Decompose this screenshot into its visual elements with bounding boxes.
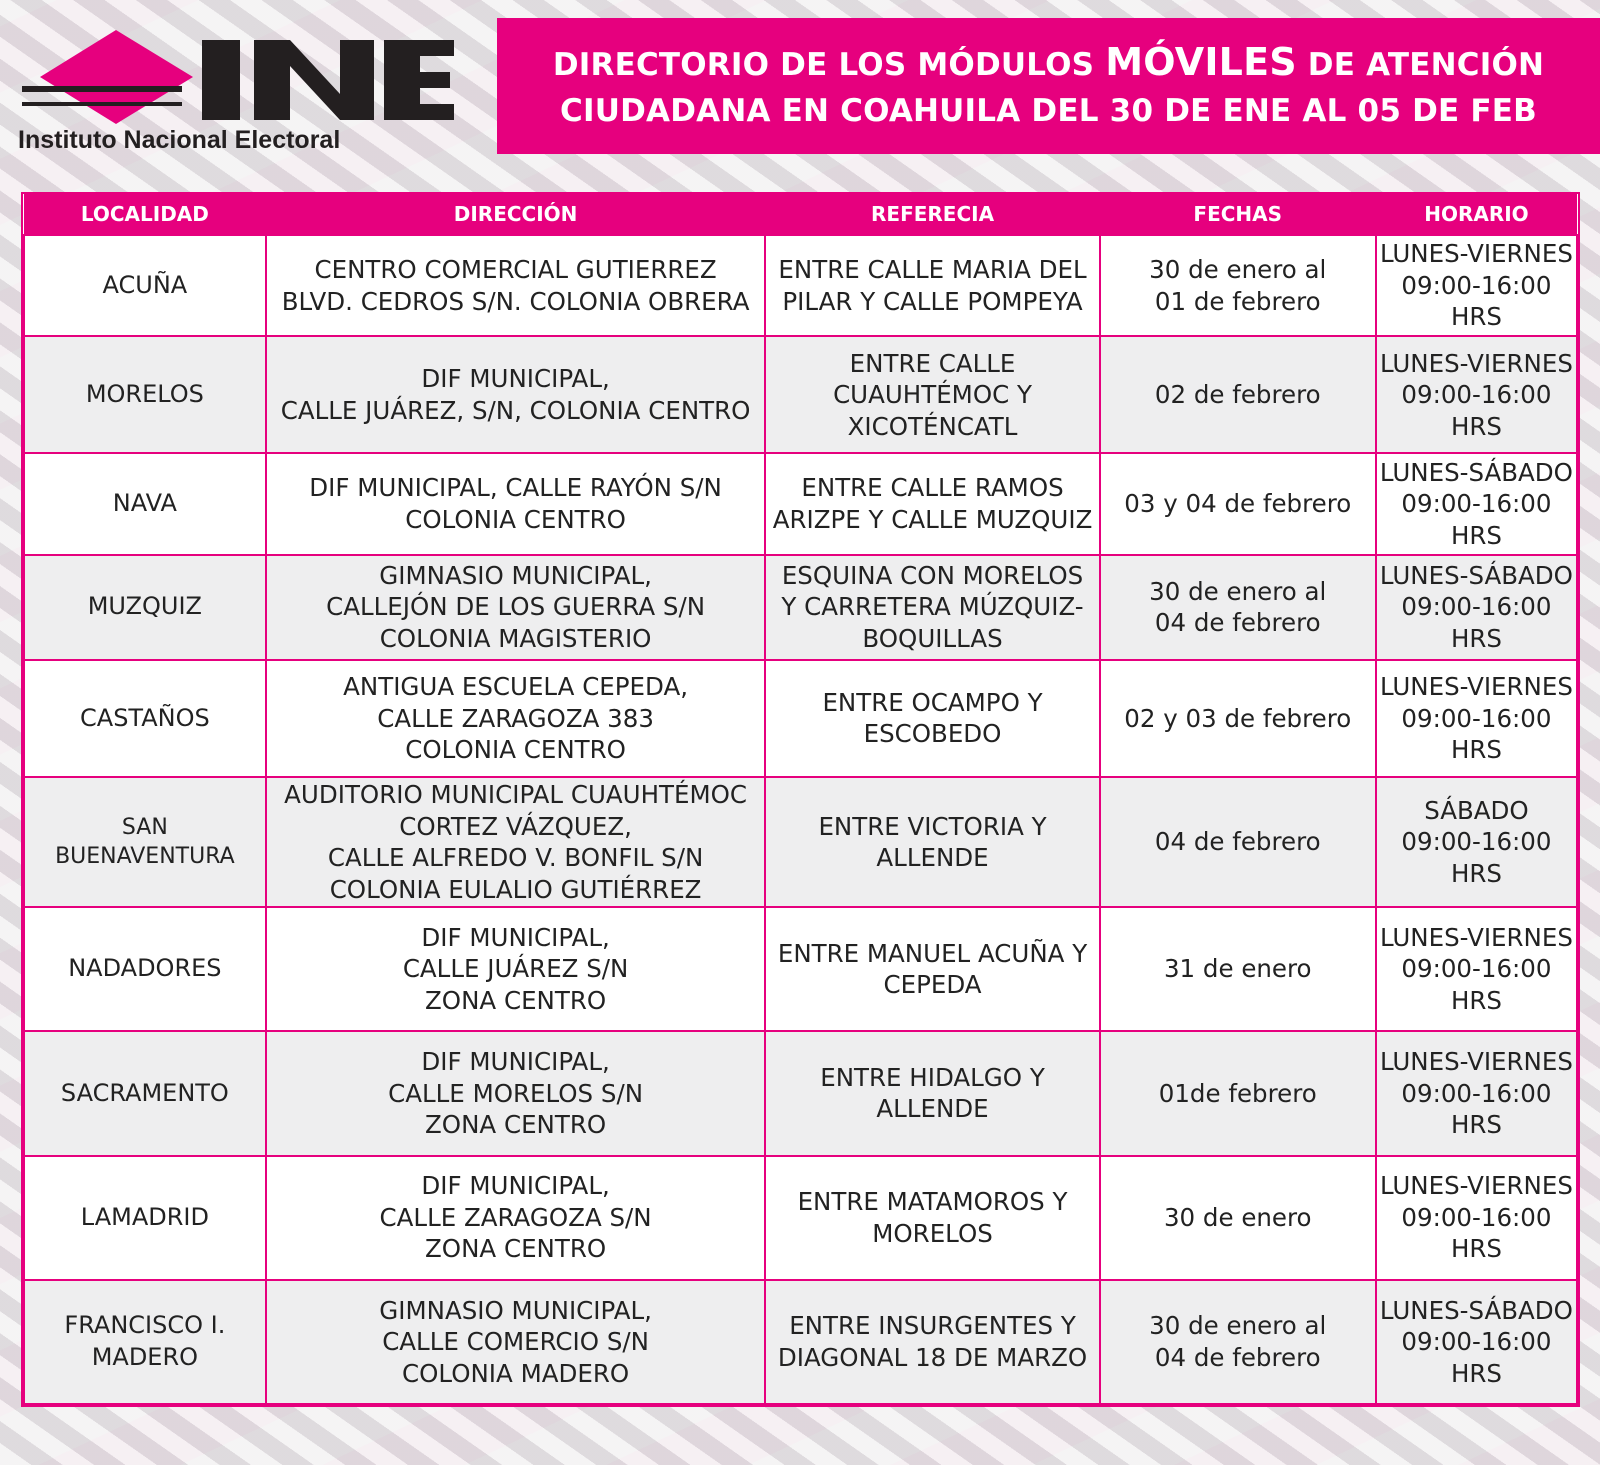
- cell-horario: LUNES-VIERNES 09:00-16:00 HRS: [1376, 235, 1577, 336]
- table-row: [24, 907, 1577, 1031]
- title-text-b: DE ATENCIÓN: [1296, 46, 1545, 83]
- logo-subtitle: Instituto Nacional Electoral: [18, 126, 341, 154]
- header-fechas: FECHAS: [1100, 194, 1376, 235]
- table-row: [24, 1156, 1577, 1280]
- cell-referencia: ENTRE CALLE RAMOS ARIZPE Y CALLE MUZQUIZ: [765, 453, 1099, 554]
- table-row: [24, 453, 1577, 554]
- cell-horario: LUNES-VIERNES 09:00-16:00 HRS: [1376, 1031, 1577, 1155]
- cell-horario: LUNES-VIERNES 09:00-16:00 HRS: [1376, 336, 1577, 453]
- cell-horario: LUNES-VIERNES 09:00-16:00 HRS: [1376, 1156, 1577, 1280]
- cell-fechas: 02 y 03 de febrero: [1100, 660, 1376, 777]
- cell-direccion: CENTRO COMERCIAL GUTIERREZ BLVD. CEDROS S/N. COLONIA OBRERA: [266, 235, 766, 336]
- cell-direccion: DIF MUNICIPAL, CALLE RAYÓN S/N COLONIA CENTRO: [266, 453, 766, 554]
- cell-referencia: ENTRE MATAMOROS Y MORELOS: [765, 1156, 1099, 1280]
- cell-localidad: ACUÑA: [24, 235, 266, 336]
- cell-localidad: SACRAMENTO: [24, 1031, 266, 1155]
- cell-fechas: 31 de enero: [1100, 907, 1376, 1031]
- table-row: [24, 777, 1577, 907]
- header-horario: HORARIO: [1376, 194, 1577, 235]
- cell-localidad: LAMADRID: [24, 1156, 266, 1280]
- cell-referencia: ENTRE MANUEL ACUÑA Y CEPEDA: [765, 907, 1099, 1031]
- page-title-banner: [497, 18, 1600, 154]
- cell-fechas: 30 de enero al 04 de febrero: [1100, 555, 1376, 660]
- table-header-row: [24, 194, 1577, 235]
- cell-fechas: 02 de febrero: [1100, 336, 1376, 453]
- ine-logo: [18, 22, 458, 162]
- table-row: [24, 336, 1577, 453]
- cell-referencia: ENTRE VICTORIA Y ALLENDE: [765, 777, 1099, 907]
- cell-fechas: 04 de febrero: [1100, 777, 1376, 907]
- cell-referencia: ESQUINA CON MORELOS Y CARRETERA MÚZQUIZ- BOQUILLAS: [765, 555, 1099, 660]
- cell-referencia: ENTRE INSURGENTES Y DIAGONAL 18 DE MARZO: [765, 1280, 1099, 1404]
- table-row: [24, 555, 1577, 660]
- cell-localidad: MUZQUIZ: [24, 555, 266, 660]
- cell-direccion: DIF MUNICIPAL, CALLE JUÁREZ S/N ZONA CENTRO: [266, 907, 766, 1031]
- table-row: [24, 660, 1577, 777]
- cell-direccion: ANTIGUA ESCUELA CEPEDA, CALLE ZARAGOZA 383 COLONIA CENTRO: [266, 660, 766, 777]
- cell-direccion: GIMNASIO MUNICIPAL, CALLEJÓN DE LOS GUERRA S/N COLONIA MAGISTERIO: [266, 555, 766, 660]
- cell-direccion: DIF MUNICIPAL, CALLE JUÁREZ, S/N, COLONIA CENTRO: [266, 336, 766, 453]
- cell-localidad: CASTAÑOS: [24, 660, 266, 777]
- table-row: [24, 1280, 1577, 1404]
- cell-referencia: ENTRE CALLE CUAUHTÉMOC Y XICOTÉNCATL: [765, 336, 1099, 453]
- title-text-emphasis: MÓVILES: [1105, 39, 1297, 84]
- cell-horario: LUNES-VIERNES 09:00-16:00 HRS: [1376, 907, 1577, 1031]
- cell-direccion: GIMNASIO MUNICIPAL, CALLE COMERCIO S/N COLONIA MADERO: [266, 1280, 766, 1404]
- cell-fechas: 30 de enero al 01 de febrero: [1100, 235, 1376, 336]
- table-row: [24, 235, 1577, 336]
- cell-horario: LUNES-SÁBADO 09:00-16:00 HRS: [1376, 1280, 1577, 1404]
- header-localidad: LOCALIDAD: [24, 194, 266, 235]
- cell-horario: SÁBADO 09:00-16:00 HRS: [1376, 777, 1577, 907]
- cell-direccion: DIF MUNICIPAL, CALLE MORELOS S/N ZONA CENTRO: [266, 1031, 766, 1155]
- cell-fechas: 03 y 04 de febrero: [1100, 453, 1376, 554]
- cell-horario: LUNES-VIERNES 09:00-16:00 HRS: [1376, 660, 1577, 777]
- cell-referencia: ENTRE CALLE MARIA DEL PILAR Y CALLE POMPEYA: [765, 235, 1099, 336]
- cell-localidad: NADADORES: [24, 907, 266, 1031]
- cell-direccion: AUDITORIO MUNICIPAL CUAUHTÉMOC CORTEZ VÁZQUEZ, CALLE ALFREDO V. BONFIL S/N COLONIA EULALIO GUTIÉRREZ: [266, 777, 766, 907]
- page-title-line-1: [553, 39, 1544, 88]
- cell-horario: LUNES-SÁBADO 09:00-16:00 HRS: [1376, 453, 1577, 554]
- cell-localidad: MORELOS: [24, 336, 266, 453]
- cell-localidad: SAN BUENAVENTURA: [24, 777, 266, 907]
- title-text-a: DIRECTORIO DE LOS MÓDULOS: [552, 46, 1106, 83]
- cell-direccion: DIF MUNICIPAL, CALLE ZARAGOZA S/N ZONA CENTRO: [266, 1156, 766, 1280]
- modules-table: [21, 192, 1580, 1407]
- cell-fechas: 01de febrero: [1100, 1031, 1376, 1155]
- page-title-line-2: CIUDADANA EN COAHUILA DEL 30 DE ENE AL 05 DE FEB: [560, 92, 1537, 129]
- cell-fechas: 30 de enero al 04 de febrero: [1100, 1280, 1376, 1404]
- cell-horario: LUNES-SÁBADO 09:00-16:00 HRS: [1376, 555, 1577, 660]
- table-row: [24, 1031, 1577, 1155]
- cell-fechas: 30 de enero: [1100, 1156, 1376, 1280]
- cell-referencia: ENTRE HIDALGO Y ALLENDE: [765, 1031, 1099, 1155]
- header-referencia: REFERECIA: [765, 194, 1099, 235]
- cell-referencia: ENTRE OCAMPO Y ESCOBEDO: [765, 660, 1099, 777]
- header-direccion: DIRECCIÓN: [266, 194, 766, 235]
- cell-localidad: NAVA: [24, 453, 266, 554]
- cell-localidad: FRANCISCO I. MADERO: [24, 1280, 266, 1404]
- ine-logo-icon: [18, 22, 458, 127]
